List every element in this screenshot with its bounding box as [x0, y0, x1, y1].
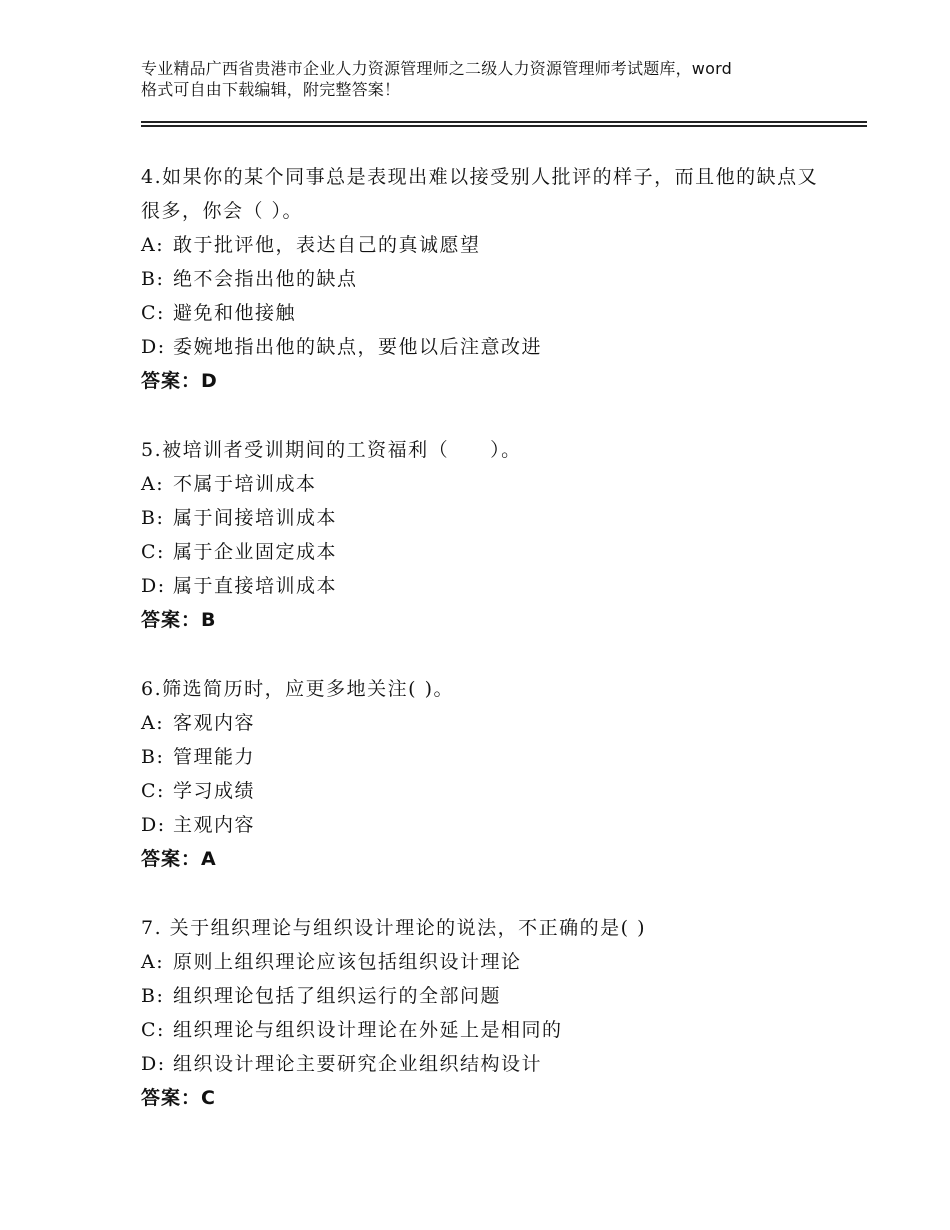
option-c: [141, 1013, 821, 1047]
option-key: A:: [141, 951, 165, 973]
option-c: [141, 774, 821, 808]
option-text: 组织理论与组织设计理论在外延上是相同的: [173, 1019, 563, 1041]
option-key: B:: [141, 746, 165, 768]
question-stem: 7. 关于组织理论与组织设计理论的说法，不正确的是( ): [141, 917, 647, 939]
question-stem: 6.筛选简历时，应更多地关注( )。: [141, 678, 454, 700]
option-b: [141, 979, 821, 1013]
option-key: C:: [141, 302, 165, 324]
option-d: [141, 808, 821, 842]
option-text: 客观内容: [173, 712, 256, 734]
option-key: D:: [141, 814, 166, 836]
option-b: [141, 262, 821, 296]
option-text: 学习成绩: [173, 780, 256, 802]
option-key: D:: [141, 575, 166, 597]
option-key: A:: [141, 234, 165, 256]
answer-line: 答案：B: [141, 609, 217, 631]
header-line-2: 格式可自由下载编辑，附完整答案！: [141, 80, 401, 99]
question-4: [141, 160, 821, 398]
option-text: 委婉地指出他的缺点，要他以后注意改进: [173, 336, 543, 358]
answer-line: 答案：D: [141, 370, 218, 392]
option-key: B:: [141, 268, 165, 290]
option-text: 避免和他接触: [173, 302, 297, 324]
option-b: [141, 740, 821, 774]
option-key: D:: [141, 336, 166, 358]
option-key: C:: [141, 541, 165, 563]
option-text: 属于直接培训成本: [173, 575, 338, 597]
header-line-1: 专业精品广西省贵港市企业人力资源管理师之二级人力资源管理师考试题库，word: [141, 59, 732, 78]
option-text: 绝不会指出他的缺点: [173, 268, 358, 290]
option-text: 不属于培训成本: [173, 473, 317, 495]
option-text: 主观内容: [173, 814, 256, 836]
question-6: [141, 672, 821, 876]
document-header: [141, 58, 841, 100]
option-key: C:: [141, 780, 165, 802]
option-a: [141, 228, 821, 262]
option-text: 属于间接培训成本: [173, 507, 338, 529]
option-key: B:: [141, 507, 165, 529]
answer-line: 答案：C: [141, 1087, 216, 1109]
header-divider-top: [141, 121, 867, 123]
option-key: C:: [141, 1019, 165, 1041]
option-d: [141, 330, 821, 364]
option-c: [141, 296, 821, 330]
option-text: 组织理论包括了组织运行的全部问题: [173, 985, 502, 1007]
option-key: D:: [141, 1053, 166, 1075]
option-a: [141, 945, 821, 979]
option-text: 管理能力: [173, 746, 256, 768]
question-5: [141, 433, 821, 637]
option-a: [141, 706, 821, 740]
question-stem: 4.如果你的某个同事总是表现出难以接受别人批评的样子，而且他的缺点又很多，你会（ ）。: [141, 166, 819, 222]
option-a: [141, 467, 821, 501]
option-text: 组织设计理论主要研究企业组织结构设计: [173, 1053, 543, 1075]
option-b: [141, 501, 821, 535]
option-key: A:: [141, 712, 165, 734]
question-7: [141, 911, 821, 1115]
header-divider-bottom: [141, 125, 867, 127]
option-text: 属于企业固定成本: [173, 541, 338, 563]
option-key: A:: [141, 473, 165, 495]
option-c: [141, 535, 821, 569]
option-text: 敢于批评他，表达自己的真诚愿望: [173, 234, 481, 256]
option-d: [141, 1047, 821, 1081]
option-text: 原则上组织理论应该包括组织设计理论: [173, 951, 522, 973]
option-d: [141, 569, 821, 603]
option-key: B:: [141, 985, 165, 1007]
question-stem: 5.被培训者受训期间的工资福利（ ）。: [141, 439, 522, 461]
answer-line: 答案：A: [141, 848, 217, 870]
